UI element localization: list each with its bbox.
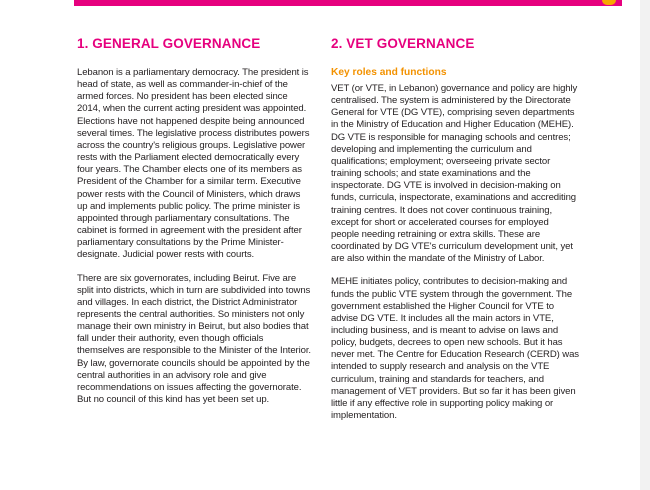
general-governance-column: [77, 36, 312, 417]
vet-governance-paragraph-1: VET (or VTE, in Lebanon) governance and policy are highly centralised. The system is administered by the Directorate General for VTE (DG VTE), comprising seven departments in the Ministry of Education and Higher Education (MEHE). DG VTE is responsible for managing schools and centres; developing and implementing the curriculum and qualifications; employment; overseeing private sector training schools; and state examinations and the inspectorate. DG VTE is involved in decision-making on funds, curricula, inspectorate, examinations and accrediting training centres. It does not cover continuous training, except for short or accelerated courses for employed people needing retraining or extra skills. These are coordinated by DG VTE's curriculum development unit, yet are also within the mandate of the Ministry of Labor.: [331, 83, 578, 265]
section-heading-general-governance: 1. GENERAL GOVERNANCE: [77, 36, 261, 51]
vet-governance-paragraph-2: MEHE initiates policy, contributes to decision-making and funds the public VTE system through the government. The government established the Higher Council for VTE to advise DG VTE. It includes all the main actors in VTE, including business, and is meant to advise on laws and policy, budgets, decrees to open new schools. But it has never met. The Centre for Education Research (CERD) was intended to supply research and analysis on the VTE curriculum, training and standards for teachers, and management of VET providers. But so far it has been given little if any effective role in supporting policy making or implementation.: [331, 276, 579, 422]
page-edge-shadow: [640, 0, 650, 490]
section-heading-vet-governance: 2. VET GOVERNANCE: [331, 36, 475, 51]
top-accent-band: [74, 0, 622, 6]
vet-governance-column: [331, 36, 579, 433]
general-governance-paragraph-1: Lebanon is a parliamentary democracy. The president is head of state, as well as commander-in-chief of the armed forces. No president has been elected since 2014, when the current acting president was appointed. Elections have not happened despite being announced several times. The legislative process distributes powers across the country's religious groups. Legislative power rests with the Parliament elected democratically every four years. The Chamber elects one of its members as President of the Chamber for a similar term. Executive power rests with the Council of Ministers, which draws up and implements public policy. The prime minister is appointed through parliamentary consultations. The cabinet is formed in agreement with the president after parliamentary consultations by the Prime Minister-designate. Judicial power rests with courts.: [77, 67, 310, 261]
subheading-key-roles: Key roles and functions: [331, 67, 447, 78]
general-governance-paragraph-2: There are six governorates, including Beirut. Five are split into districts, which in turn are subdivided into towns and villages. In each district, the District Administrator represents the central authorities. So ministers not only manage their own ministry in Beirut, but also bodies that fall under their authority, even though officials themselves are responsible to the Minister of the Interior. By law, governorate councils should be appointed by the central authorities in an advisory role and give recommendations on issues affecting the governorate. But no council of this kind has yet been set up.: [77, 272, 311, 406]
